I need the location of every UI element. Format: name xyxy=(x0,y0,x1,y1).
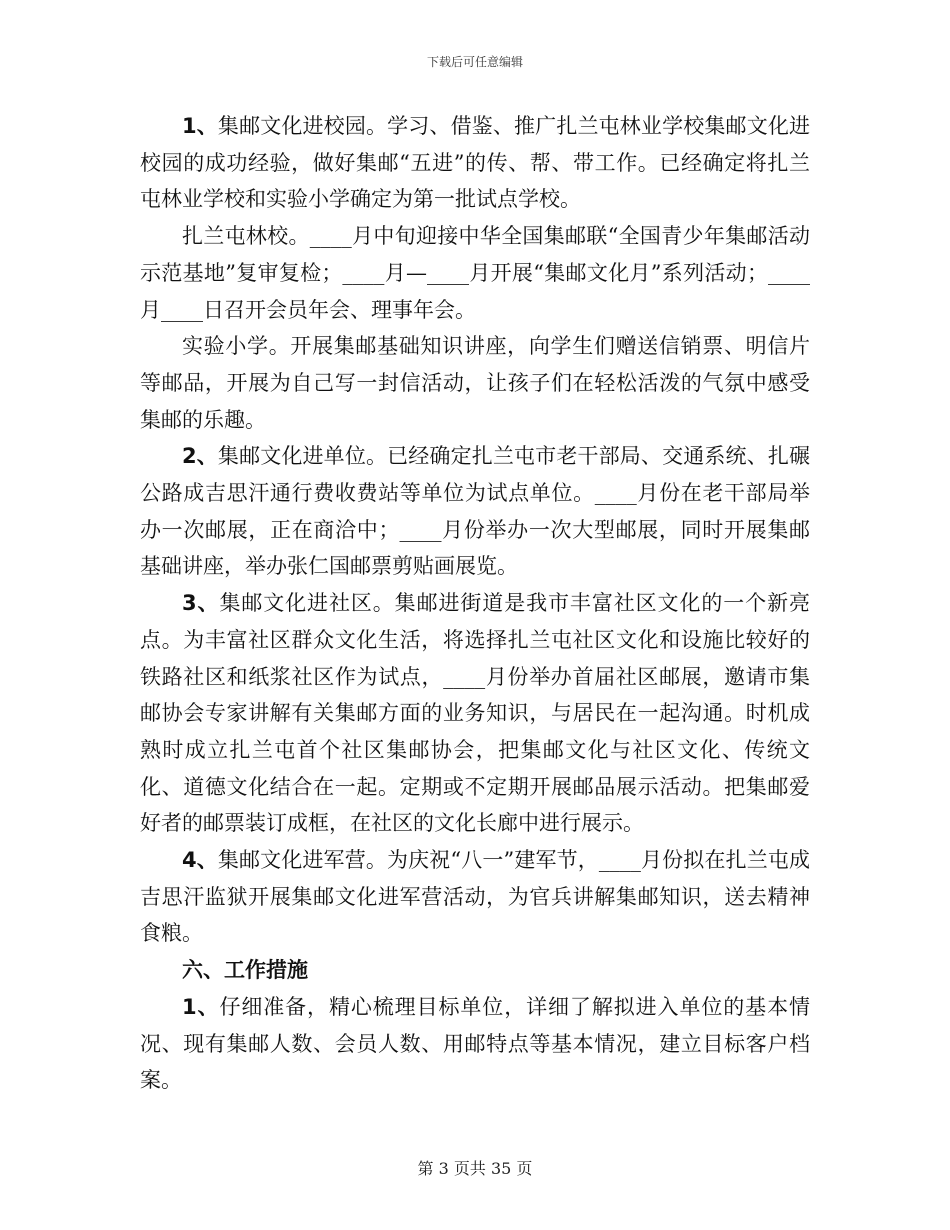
paragraph-text: 集邮文化进单位。已经确定扎兰屯市老干部局、交通系统、扎碾公路成吉思汗通行费收费站等单位为试点单位。____月份在老干部局举办一次邮展，正在商洽中；____月份举办一次大型邮展，同时开展集邮基础讲座，举办张仁国邮票剪贴画展览。 xyxy=(140,444,810,579)
item-number: 4、 xyxy=(182,848,218,873)
paragraph-text: 集邮文化进军营。为庆祝“八一”建军节，____月份拟在扎兰屯成吉思汗监狱开展集邮文化进军营活动，为官兵讲解集邮知识，送去精神食粮。 xyxy=(140,848,810,946)
paragraph-item-3 xyxy=(140,585,810,842)
paragraph-text: 集邮文化进社区。集邮进街道是我市丰富社区文化的一个新亮点。为丰富社区群众文化生活，将选择扎兰屯社区文化和设施比较好的铁路社区和纸浆社区作为试点，____月份举办首届社区邮展，邀请市集邮协会专家讲解有关集邮方面的业务知识，与居民在一起沟通。时机成熟时成立扎兰屯首个社区集邮协会，把集邮文化与社区文化、传统文化、道德文化结合在一起。定期或不定期开展邮品展示活动。把集邮爱好者的邮票装订成框，在社区的文化长廊中进行展示。 xyxy=(140,591,810,836)
paragraph-text: 集邮文化进校园。学习、借鉴、推广扎兰屯林业学校集邮文化进校园的成功经验，做好集邮“五进”的传、帮、带工作。已经确定将扎兰屯林业学校和实验小学确定为第一批试点学校。 xyxy=(140,114,810,212)
measure-item-1 xyxy=(140,989,810,1099)
paragraph-item-4 xyxy=(140,842,810,952)
section-heading: 六、工作措施 xyxy=(182,958,308,983)
document-body xyxy=(140,108,810,1099)
paragraph-item-2 xyxy=(140,438,810,585)
page-footer: 第 3 页共 35 页 xyxy=(417,1159,533,1178)
item-number: 3、 xyxy=(182,591,220,616)
paragraph-forestry-school xyxy=(140,218,810,328)
paragraph-text: 仔细准备，精心梳理目标单位，详细了解拟进入单位的基本情况、现有集邮人数、会员人数、用邮特点等基本情况，建立目标客户档案。 xyxy=(140,994,810,1093)
paragraph-text: 扎兰屯林校。____月中旬迎接中华全国集邮联“全国青少年集邮活动示范基地”复审复检；____月—____月开展“集邮文化月”系列活动；____月____日召开会员年会、理事年会。 xyxy=(140,224,810,322)
item-number: 1、 xyxy=(182,994,220,1019)
item-number: 2、 xyxy=(182,444,218,469)
paragraph-item-1 xyxy=(140,108,810,218)
paragraph-primary-school xyxy=(140,328,810,438)
page-header: 下载后可任意编辑 xyxy=(426,55,523,69)
item-number: 1、 xyxy=(182,114,218,138)
paragraph-text: 实验小学。开展集邮基础知识讲座，向学生们赠送信销票、明信片等邮品，开展为自己写一封信活动，让孩子们在轻松活泼的气氛中感受集邮的乐趣。 xyxy=(140,334,810,432)
